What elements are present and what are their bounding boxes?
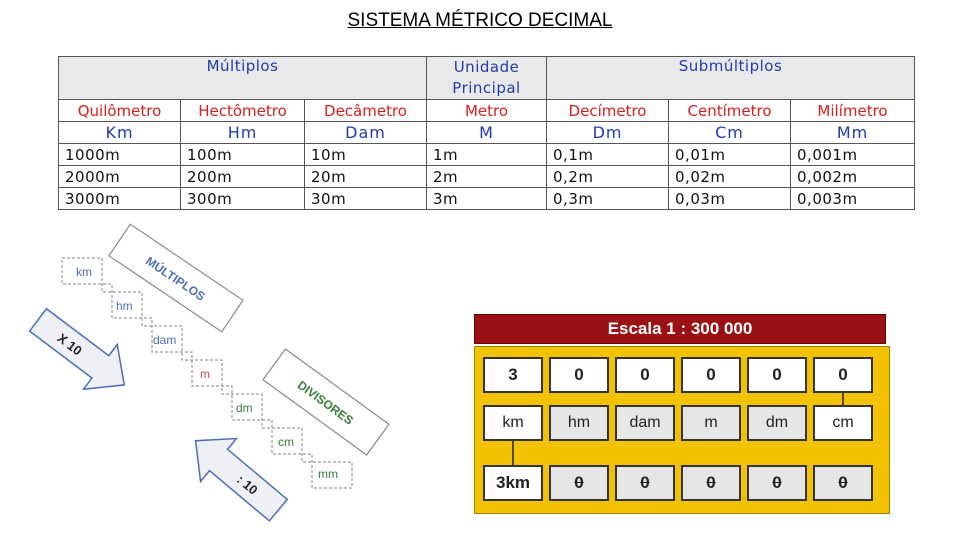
scale-digit: 0 bbox=[747, 357, 807, 393]
table-cell: 2000m bbox=[59, 166, 181, 188]
unit-name: Centímetro bbox=[669, 100, 791, 122]
unit-name: Decâmetro bbox=[305, 100, 427, 122]
group-header-multiples: Múltiplos bbox=[59, 57, 427, 100]
unit-abbreviation: Mm bbox=[791, 122, 915, 144]
table-cell: 0,01m bbox=[669, 144, 791, 166]
table-cell: 10m bbox=[305, 144, 427, 166]
table-cell: 0,1m bbox=[547, 144, 669, 166]
scale-digit: 0 bbox=[681, 357, 741, 393]
table-cell: 200m bbox=[181, 166, 305, 188]
table-cell: 30m bbox=[305, 188, 427, 210]
unit-abbreviation: Hm bbox=[181, 122, 305, 144]
unit-name: Metro bbox=[427, 100, 547, 122]
table-cell: 0,02m bbox=[669, 166, 791, 188]
step-unit-cm: cm bbox=[278, 435, 294, 449]
scale-result-struck bbox=[681, 465, 741, 501]
divide-ten-label: : 10 bbox=[233, 471, 261, 498]
metric-units-table bbox=[58, 56, 915, 210]
struck-zero: 0 bbox=[706, 473, 716, 492]
step-unit-hm: hm bbox=[116, 299, 133, 313]
table-cell: 0,3m bbox=[547, 188, 669, 210]
scale-digit: 3 bbox=[483, 357, 543, 393]
scale-result-struck bbox=[813, 465, 873, 501]
table-cell: 100m bbox=[181, 144, 305, 166]
unit-abbreviations-row bbox=[59, 122, 915, 144]
table-cell: 0,001m bbox=[791, 144, 915, 166]
unit-name: Hectômetro bbox=[181, 100, 305, 122]
struck-zero: 0 bbox=[772, 473, 782, 492]
table-cell: 300m bbox=[181, 188, 305, 210]
step-unit-mm: mm bbox=[318, 467, 338, 481]
unit-abbreviation: Cm bbox=[669, 122, 791, 144]
struck-zero: 0 bbox=[574, 473, 584, 492]
arrow-right-icon bbox=[21, 298, 141, 408]
group-header-main-unit bbox=[427, 57, 547, 100]
unit-name: Decímetro bbox=[547, 100, 669, 122]
scale-result-struck bbox=[549, 465, 609, 501]
table-cell: 1m bbox=[427, 144, 547, 166]
page-title: SISTEMA MÉTRICO DECIMAL bbox=[347, 10, 613, 31]
multiples-label: MÚLTIPLOS bbox=[143, 253, 208, 304]
scale-digit: 0 bbox=[549, 357, 609, 393]
scale-header: Escala 1 : 300 000 bbox=[474, 314, 886, 344]
table-cell: 3000m bbox=[59, 188, 181, 210]
unit-name: Milímetro bbox=[791, 100, 915, 122]
table-cell: 1000m bbox=[59, 144, 181, 166]
step-unit-dam: dam bbox=[153, 333, 177, 347]
group-header-submultiples: Submúltiplos bbox=[547, 57, 915, 100]
scale-digit: 0 bbox=[615, 357, 675, 393]
table-row bbox=[59, 166, 915, 188]
table-row bbox=[59, 144, 915, 166]
step-unit-m: m bbox=[200, 367, 210, 381]
step-unit-km: km bbox=[76, 265, 92, 279]
struck-zero: 0 bbox=[640, 473, 650, 492]
unit-abbreviation: M bbox=[427, 122, 547, 144]
main-unit-line1: Unidade bbox=[453, 58, 520, 76]
scale-unit: dm bbox=[747, 405, 807, 441]
scale-unit: km bbox=[483, 405, 543, 441]
table-cell: 2m bbox=[427, 166, 547, 188]
unit-staircase-diagram bbox=[0, 220, 420, 540]
scale-unit: dam bbox=[615, 405, 675, 441]
unit-abbreviation: Km bbox=[59, 122, 181, 144]
table-cell: 0,002m bbox=[791, 166, 915, 188]
divisors-label: DIVISORES bbox=[294, 377, 356, 428]
scale-digit: 0 bbox=[813, 357, 873, 393]
main-unit-line2: Principal bbox=[452, 79, 521, 97]
scale-result: 3km bbox=[483, 465, 543, 501]
step-unit-dm: dm bbox=[236, 401, 253, 415]
times-ten-label: X 10 bbox=[54, 330, 85, 359]
scale-result-struck bbox=[615, 465, 675, 501]
table-cell: 20m bbox=[305, 166, 427, 188]
scale-unit: m bbox=[681, 405, 741, 441]
scale-conversion-box bbox=[474, 346, 890, 514]
table-cell: 0,03m bbox=[669, 188, 791, 210]
scale-unit: hm bbox=[549, 405, 609, 441]
scale-unit: cm bbox=[813, 405, 873, 441]
unit-name: Quilômetro bbox=[59, 100, 181, 122]
times-ten-arrow bbox=[21, 298, 141, 408]
unit-abbreviation: Dm bbox=[547, 122, 669, 144]
table-cell: 0,003m bbox=[791, 188, 915, 210]
unit-abbreviation: Dam bbox=[305, 122, 427, 144]
table-cell: 0,2m bbox=[547, 166, 669, 188]
table-row bbox=[59, 188, 915, 210]
unit-names-row bbox=[59, 100, 915, 122]
struck-zero: 0 bbox=[838, 473, 848, 492]
table-cell: 3m bbox=[427, 188, 547, 210]
scale-result-struck bbox=[747, 465, 807, 501]
